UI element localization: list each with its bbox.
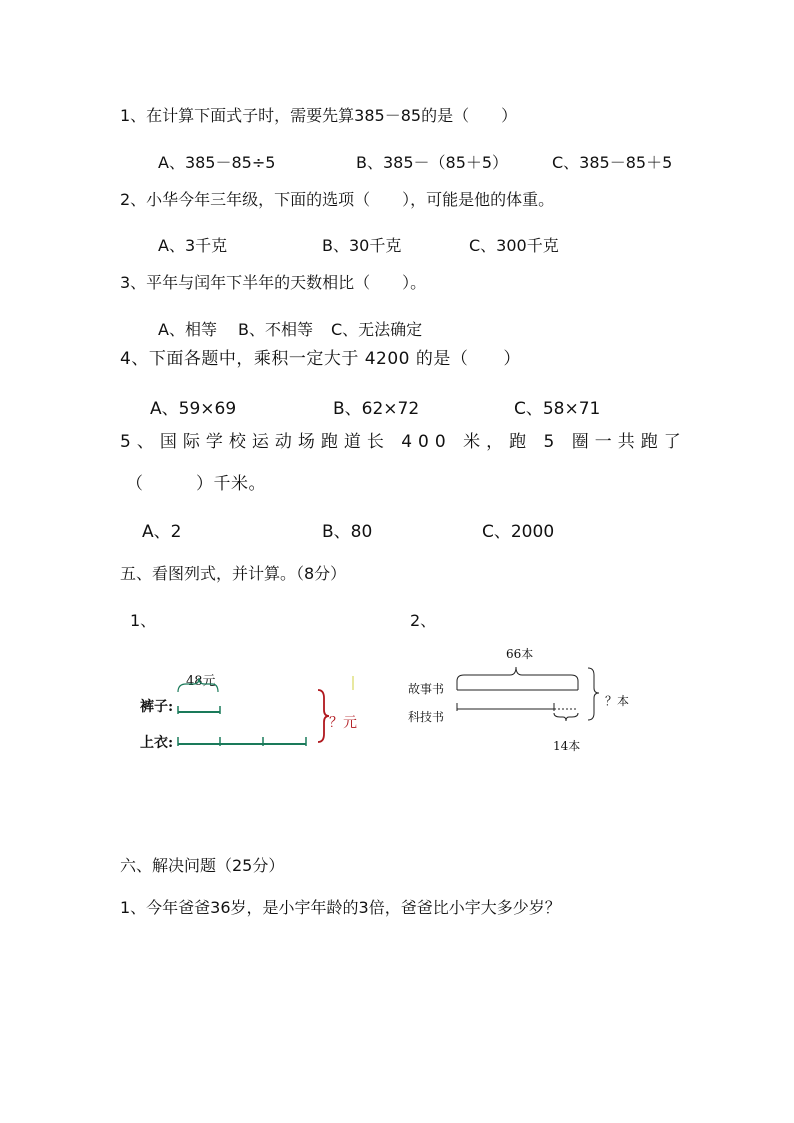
question-4-text: 4、下面各题中，乘积一定大于 4200 的是（ ） (120, 349, 521, 369)
tech-label: 科技书 (408, 710, 445, 724)
question-5-option-b: B、80 (322, 522, 373, 542)
question-1-text: 1、在计算下面式子时，需要先算385－85的是（ ） (120, 106, 518, 125)
question-4-option-b: B、62×72 (333, 399, 420, 419)
total-brace (318, 690, 329, 742)
total-brace-2 (588, 668, 599, 720)
question-2-option-a: A、3千克 (158, 236, 228, 255)
coat-total-question: ？元 (329, 715, 357, 731)
diff-value: 14本 (553, 739, 581, 753)
question-3-option-c: C、无法确定 (331, 320, 423, 339)
question-5-option-a: A、2 (142, 522, 182, 542)
coat-label: 上衣: (140, 735, 174, 751)
question-4-option-c: C、58×71 (514, 399, 601, 419)
diagram-2-segments (450, 655, 610, 735)
section-6-question-1: 1、今年爸爸36岁，是小宇年龄的3倍，爸爸比小宇大多少岁？ (120, 898, 561, 917)
diagram-1-number: 1、 (130, 611, 157, 630)
pants-label: 裤子: (140, 699, 174, 715)
faint-mark (352, 676, 354, 690)
pants-brace (178, 678, 218, 692)
section-5-heading: 五、看图列式，并计算。（8分） (120, 564, 347, 583)
story-label: 故事书 (408, 682, 445, 696)
story-value: 66本 (506, 647, 534, 661)
diagram-1-segments (170, 670, 370, 760)
story-brace (457, 667, 578, 690)
pants-value: 48元 (186, 674, 216, 689)
question-1-option-b: B、385－（85＋5） (356, 153, 509, 172)
diff-brace (554, 713, 578, 721)
section-6-heading: 六、解决问题（25分） (120, 856, 285, 875)
question-3-option-a: A、相等 (158, 320, 217, 339)
total-question: ？本 (605, 694, 630, 708)
diagram-2-number: 2、 (410, 611, 437, 630)
question-2-option-c: C、300千克 (469, 236, 559, 255)
question-1-option-c: C、385－85＋5 (552, 153, 673, 172)
question-3-text: 3、平年与闰年下半年的天数相比（ ）。 (120, 273, 427, 292)
question-5-option-c: C、2000 (482, 522, 555, 542)
question-4-option-a: A、59×69 (150, 399, 237, 419)
question-3-option-b: B、不相等 (238, 320, 313, 339)
question-5-text-line-1: 5、国际学校运动场跑道长 400 米，跑 5 圈一共跑了 (120, 432, 687, 452)
question-2-text: 2、小华今年三年级，下面的选项（ ），可能是他的体重。 (120, 190, 555, 209)
question-2-option-b: B、30千克 (322, 236, 402, 255)
question-5-text-line-2: （ ）千米。 (126, 474, 266, 494)
question-1-option-a: A、385－85÷5 (158, 153, 276, 172)
